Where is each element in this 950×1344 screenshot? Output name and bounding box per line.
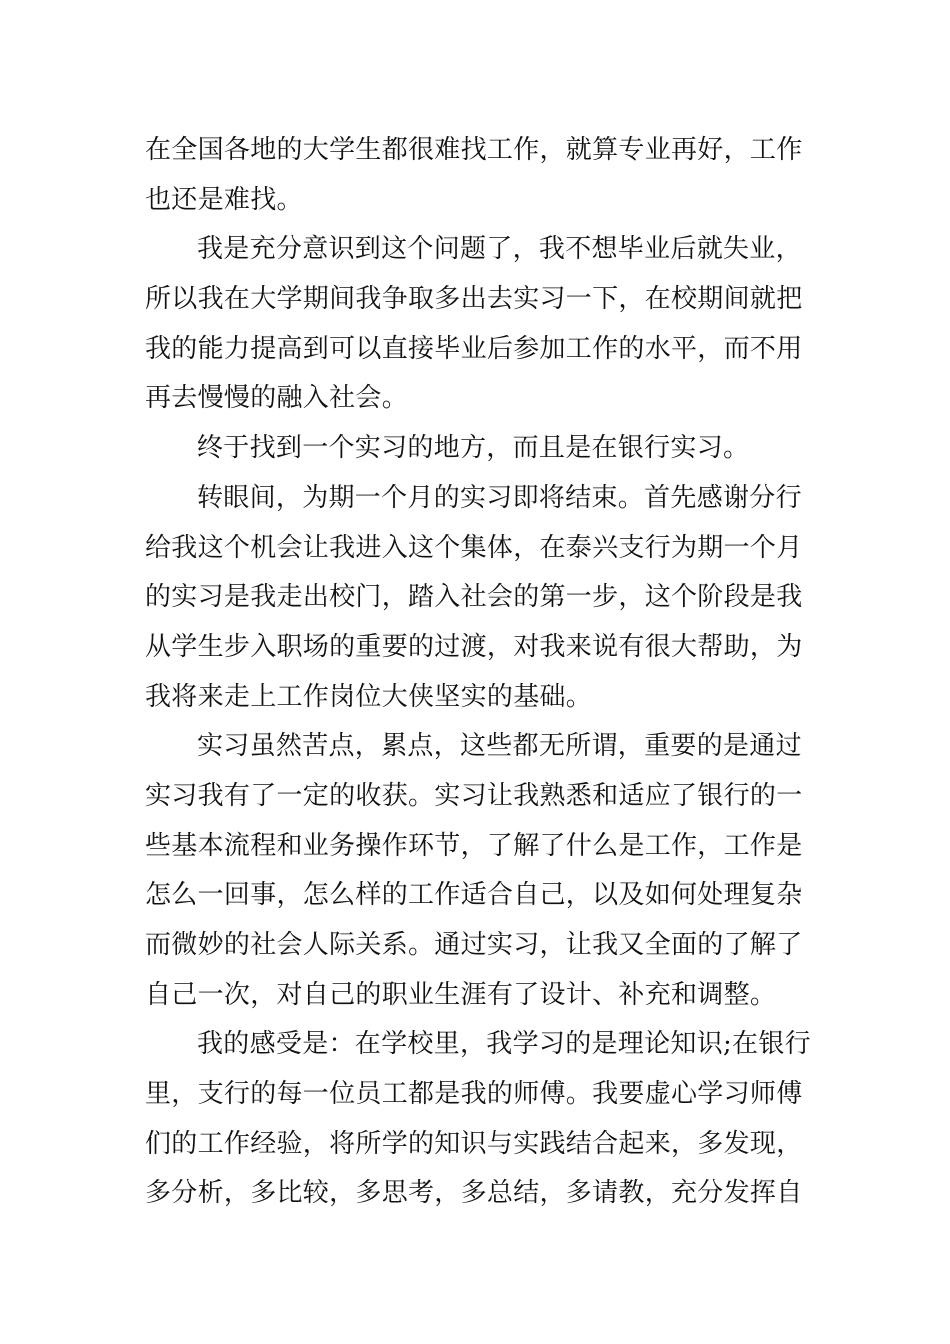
text-line: 自己一次，对自己的职业生涯有了设计、补充和调整。	[145, 979, 777, 1010]
document-body	[145, 126, 811, 1219]
text-line: 怎么一回事，怎么样的工作适合自己，以及如何处理复杂	[145, 880, 803, 911]
text-line: 从学生步入职场的重要的过渡，对我来说有很大帮助，为	[145, 631, 803, 662]
text-line: 里，支行的每一位员工都是我的师傅。我要虚心学习师傅	[145, 1079, 803, 1110]
text-line: 我的能力提高到可以直接毕业后参加工作的水平，而不用	[145, 333, 803, 364]
text-line: 转眼间，为期一个月的实习即将结束。首先感谢分行	[197, 482, 802, 513]
text-line: 再去慢慢的融入社会。	[145, 383, 409, 414]
text-line: 所以我在大学期间我争取多出去实习一下，在校期间就把	[145, 284, 803, 315]
text-line: 多分析，多比较，多思考，多总结，多请教，充分发挥自	[145, 1178, 803, 1209]
text-line: 而微妙的社会人际关系。通过实习，让我又全面的了解了	[145, 930, 803, 960]
text-line: 我是充分意识到这个问题了，我不想毕业后就失业，	[197, 234, 802, 265]
text-line: 我的感受是：在学校里，我学习的是理论知识;在银行	[197, 1029, 811, 1060]
text-line: 们的工作经验，将所学的知识与实践结合起来，多发现，	[145, 1128, 803, 1159]
text-line: 实习虽然苦点，累点，这些都无所谓，重要的是通过	[197, 731, 802, 762]
text-line: 我将来走上工作岗位大侠坚实的基础。	[145, 681, 593, 712]
text-line: 给我这个机会让我进入这个集体，在泰兴支行为期一个月	[145, 532, 803, 563]
text-line: 终于找到一个实习的地方，而且是在银行实习。	[197, 433, 750, 464]
text-line: 些基本流程和业务操作环节，了解了什么是工作，工作是	[145, 830, 803, 861]
text-line: 的实习是我走出校门，踏入社会的第一步，这个阶段是我	[145, 582, 803, 613]
text-line: 实习我有了一定的收获。实习让我熟悉和适应了银行的一	[145, 780, 803, 811]
text-line: 也还是难找。	[145, 184, 303, 215]
text-line: 在全国各地的大学生都很难找工作，就算专业再好，工作	[145, 135, 803, 165]
